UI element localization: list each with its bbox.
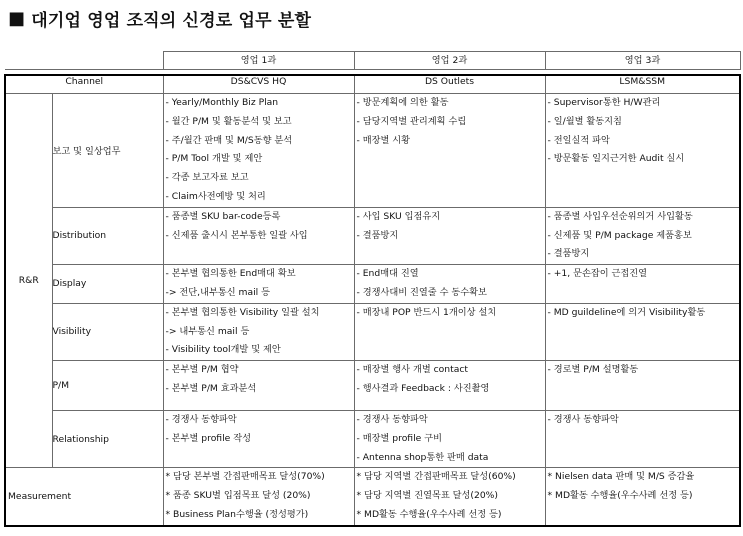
cell-team3	[545, 303, 740, 360]
section-row-distribution	[5, 207, 740, 264]
cell-line: - 매장내 POP 반드시 1개이상 설치	[356, 306, 497, 318]
header-team-1: 영업 1과	[163, 52, 354, 70]
cell-team1	[163, 207, 354, 264]
cell-line: - 월간 P/M 및 활동분석 및 보고	[165, 115, 292, 127]
cell-line: - MD guildeline에 의거 Visibility활동	[547, 306, 706, 318]
cell-team3	[545, 411, 740, 468]
section-label: Visibility	[52, 303, 163, 360]
cell-team2	[354, 411, 545, 468]
header-row-teams	[5, 52, 740, 70]
cell-team1	[163, 361, 354, 411]
cell-team3	[545, 265, 740, 304]
cell-line: * Business Plan수행율 (정성평가)	[165, 509, 309, 521]
cell-line: - 결품방지	[547, 248, 590, 260]
cell-team1	[163, 94, 354, 208]
channel-col-2: DS Outlets	[354, 75, 545, 94]
cell-team2	[354, 265, 545, 304]
cell-line: - 본부별 P/M 협약	[165, 364, 239, 376]
section-row-display	[5, 265, 740, 304]
measurement-team3	[545, 468, 740, 526]
header-team-2: 영업 2과	[354, 52, 545, 70]
cell-line: - Antenna shop통한 판매 data	[356, 451, 489, 463]
cell-line: * Nielsen data 판매 및 M/S 증감율	[547, 471, 695, 483]
cell-line: - 방문계획에 의한 활동	[356, 97, 449, 108]
cell-line: -> 내부통신 mail 등	[165, 325, 250, 337]
cell-line: - +1, 문손잡이 근접진열	[547, 268, 648, 280]
cell-line: -> 전단,내부통신 mail 등	[165, 286, 271, 298]
cell-line: - 방문활동 일지근거한 Audit 실시	[547, 153, 685, 165]
section-label: Relationship	[52, 411, 163, 468]
cell-line: - 품종별 SKU bar-code등록	[165, 210, 281, 222]
channel-col-1: DS&CVS HQ	[163, 75, 354, 94]
section-label: Distribution	[52, 207, 163, 264]
cell-line: * 담당 지역별 간접판매목표 달성(60%)	[356, 471, 516, 483]
header-row-channel	[5, 75, 740, 94]
cell-team3	[545, 361, 740, 411]
cell-line: - 일/월별 활동지침	[547, 115, 622, 127]
cell-line: - P/M Tool 개발 및 제안	[165, 153, 263, 165]
cell-line: - 주/월간 판매 및 M/S동향 분석	[165, 134, 293, 146]
channel-col-3: LSM&SSM	[545, 75, 740, 94]
measurement-team2	[354, 468, 545, 526]
cell-line: - 행사결과 Feedback : 사진촬영	[356, 382, 490, 394]
title-marker: ■	[8, 7, 26, 29]
header-empty	[5, 52, 163, 70]
cell-line: - 사입 SKU 입점유지	[356, 210, 441, 222]
cell-line: - 본부별 profile 작성	[165, 432, 251, 444]
measurement-team1	[163, 468, 354, 526]
cell-line: - 경쟁사 동향파악	[165, 414, 237, 426]
cell-line: - End매대 진열	[356, 268, 419, 280]
cell-line: - 매장별 시황	[356, 134, 411, 146]
page-title	[8, 6, 311, 30]
cell-team1	[163, 303, 354, 360]
cell-line: - 신제품 출시시 본부통한 일괄 사입	[165, 229, 308, 241]
section-row-relationship	[5, 411, 740, 468]
channel-label: Channel	[5, 75, 163, 94]
cell-line: - 경쟁사대비 진열줄 수 동수확보	[356, 286, 487, 298]
cell-line: - 경쟁사 동향파악	[356, 414, 428, 426]
cell-team2	[354, 207, 545, 264]
cell-line: - 본부별 협의통한 End매대 확보	[165, 268, 296, 280]
cell-team3	[545, 94, 740, 208]
measurement-row	[5, 468, 740, 526]
cell-line: - 품종별 사입우선순위의거 사입활동	[547, 210, 693, 222]
cell-line: - 본부별 협의통한 Visibility 일괄 설치	[165, 306, 320, 318]
cell-team2	[354, 303, 545, 360]
cell-line: - 각종 보고자료 보고	[165, 172, 249, 184]
cell-team1	[163, 265, 354, 304]
section-label: 보고 및 일상업무	[52, 94, 163, 208]
measurement-label: Measurement	[5, 468, 163, 526]
section-row-report	[5, 94, 740, 208]
cell-line: - 매장별 행사 개별 contact	[356, 364, 469, 376]
rr-table	[4, 51, 741, 527]
cell-team1	[163, 411, 354, 468]
section-label: Display	[52, 265, 163, 304]
section-label: P/M	[52, 361, 163, 411]
cell-line: * 담당 지역별 진열목표 달성(20%)	[356, 490, 498, 502]
cell-line: - 경쟁사 동향파악	[547, 414, 619, 426]
cell-line: - 매장별 profile 구비	[356, 432, 442, 444]
cell-line: * 품종 SKU별 입점목표 달성 (20%)	[165, 490, 311, 502]
cell-line: * MD활동 수행율(우수사례 선정 등)	[356, 509, 502, 521]
cell-line: - 전일실적 파악	[547, 134, 610, 146]
cell-team2	[354, 94, 545, 208]
rr-label: R&R	[5, 94, 52, 468]
cell-line: * MD활동 수행율(우수사례 선정 등)	[547, 490, 693, 502]
cell-line: - 결품방지	[356, 229, 399, 241]
cell-team3	[545, 207, 740, 264]
cell-line: - 본부별 P/M 효과분석	[165, 382, 257, 394]
cell-line: - Yearly/Monthly Biz Plan	[165, 97, 279, 108]
cell-line: - Visibility tool개발 및 제안	[165, 344, 281, 356]
cell-line: - 담당지역별 관리계획 수립	[356, 115, 467, 127]
title-text: 대기업 영업 조직의 신경로 업무 분할	[31, 10, 312, 31]
cell-line: * 담당 본부별 간접판매목표 달성(70%)	[165, 471, 325, 483]
cell-line: - 경로별 P/M 설명활동	[547, 364, 639, 376]
header-team-3: 영업 3과	[545, 52, 740, 70]
cell-line: - Supervisor통한 H/W관리	[547, 97, 661, 108]
cell-line: - Claim사전예방 및 처리	[165, 190, 266, 202]
section-row-pm	[5, 361, 740, 411]
cell-team2	[354, 361, 545, 411]
section-row-visibility	[5, 303, 740, 360]
cell-line: - 신제품 및 P/M package 제품홍보	[547, 229, 692, 241]
